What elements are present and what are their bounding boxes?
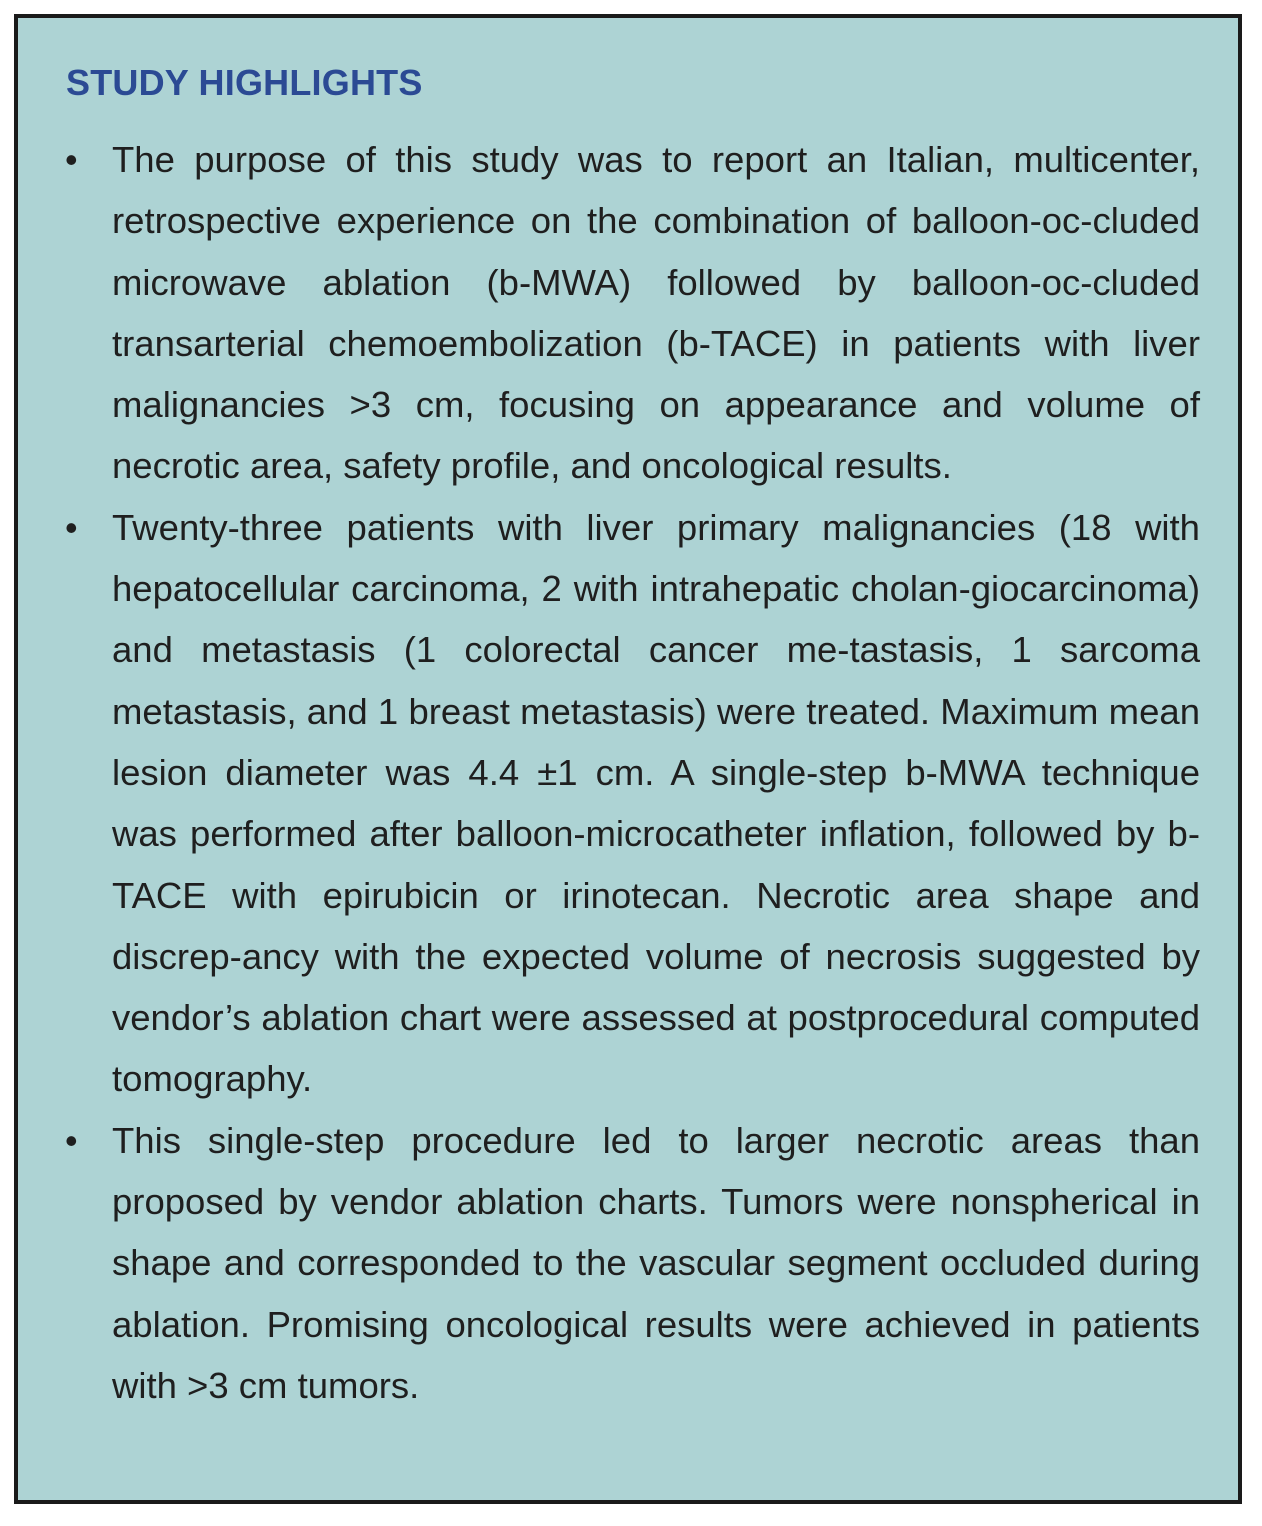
highlight-item-1 [18,129,1238,497]
highlights-title: STUDY HIGHLIGHTS [66,62,423,103]
highlight-text-3: This single-step procedure led to larger necrotic areas than proposed by vendor ablation charts. Tumors were nonspherical in shape and corresponded to the vascular segment occluded during ablation. Promising oncological results were achieved in patients with >3 cm tumors. [112,1119,1200,1406]
highlights-list [18,129,1238,1416]
bullet-icon: • [65,506,78,548]
study-highlights-box [14,14,1242,1504]
bullet-icon: • [65,139,78,180]
highlight-text-2: Twenty-three patients with liver primary malignancies (18 with hepatocellular carcinoma, 2 with intrahepatic cholan-giocarcinoma) and metastasis (1 colorectal cancer me-tastasis, 1 sarcoma metastasis, and 1 breast metastasis) were treated. Maximum mean lesion diameter was 4.4 ±1 cm. A single-step b-MWA technique was performed after balloon-microcatheter inflation, followed by b-TACE with epirubicin or irinotecan. Necrotic area shape and discrep-ancy with the expected volume of necrosis suggested by vendor’s ablation chart were assessed at postprocedural computed tomography. [112,506,1200,1100]
highlight-item-2 [18,497,1238,1110]
bullet-icon: • [65,1119,78,1161]
highlight-item-3 [18,1110,1238,1416]
highlight-text-1: The purpose of this study was to report an Italian, multicenter, retrospective experience on the combination of balloon-oc-cluded microwave ablation (b-MWA) followed by balloon-oc-cluded transarterial chemoembolization (b-TACE) in patients with liver malignancies >3 cm, focusing on appearance and volume of necrotic area, safety profile, and oncological results. [112,139,1200,487]
